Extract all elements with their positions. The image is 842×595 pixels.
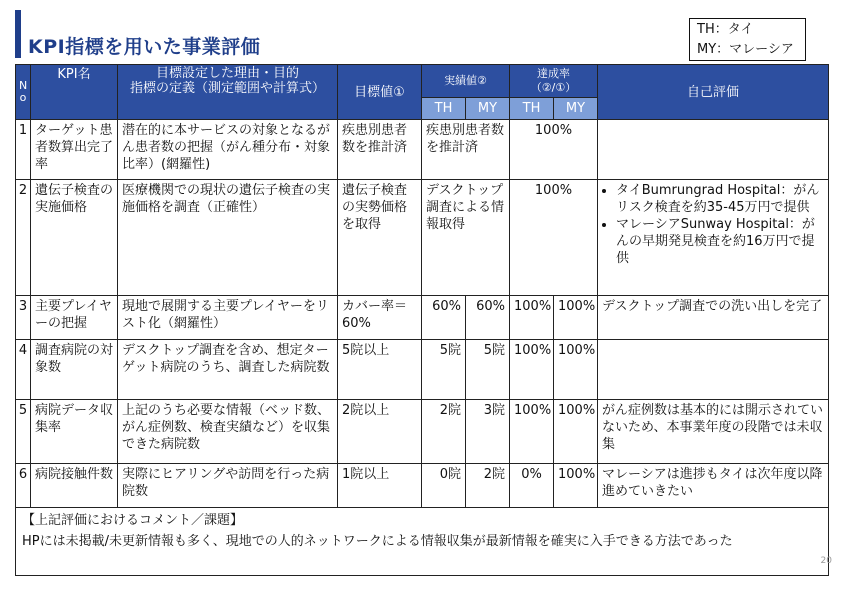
legend-my: MY：マレーシア	[697, 42, 794, 57]
row-no: 2	[16, 180, 31, 296]
row-kpi-name: ターゲット患者数算出完了率	[31, 120, 118, 180]
row-rate: 100%	[510, 120, 598, 180]
row-target: 遺伝子検査の実勢価格を取得	[338, 180, 422, 296]
row-target: カバー率＝60%	[338, 296, 422, 340]
header-rate-th: TH	[510, 98, 554, 120]
row-self-eval: デスクトップ調査での洗い出しを完了	[598, 296, 829, 340]
header-no: No	[16, 65, 31, 120]
row-reason: 潜在的に本サービスの対象となるがん患者数の把握（がん種分布・対象比率）(網羅性)	[118, 120, 338, 180]
row-actual: 疾患別患者数を推計済	[422, 120, 510, 180]
header-actual-th: TH	[422, 98, 466, 120]
row-actual-th: 5院	[422, 340, 466, 400]
row-target: 1院以上	[338, 464, 422, 508]
row-rate-my: 100%	[554, 340, 598, 400]
row-self-eval: マレーシアは進捗もタイは次年度以降進めていきたい	[598, 464, 829, 508]
header-actual: 実績値②	[422, 65, 510, 98]
row-actual-th: 0院	[422, 464, 466, 508]
row-target: 5院以上	[338, 340, 422, 400]
header-self-eval: 自己評価	[598, 65, 829, 120]
row-reason: 実際にヒアリングや訪問を行った病院数	[118, 464, 338, 508]
row-reason: デスクトップ調査を含め、想定ターゲット病院のうち、調査した病院数	[118, 340, 338, 400]
row-actual-my: 60%	[466, 296, 510, 340]
country-legend	[689, 18, 806, 61]
row-rate-my: 100%	[554, 296, 598, 340]
row-actual: デスクトップ調査による情報取得	[422, 180, 510, 296]
comment-row	[16, 508, 829, 576]
row-actual-my: 2院	[466, 464, 510, 508]
row-self-eval	[598, 120, 829, 180]
page-number: 20	[820, 556, 832, 566]
row-reason: 上記のうち必要な情報（ベッド数、がん症例数、検査実績など）を収集できた病院数	[118, 400, 338, 464]
row-no: 4	[16, 340, 31, 400]
row-actual-th: 2院	[422, 400, 466, 464]
table-row	[16, 464, 829, 508]
page-title: KPI指標を用いた事業評価	[28, 36, 261, 58]
eval-bullet: • マレーシアSunway Hospital：がんの早期発見検査を約16万円で提供	[616, 216, 824, 267]
row-no: 6	[16, 464, 31, 508]
row-target: 疾患別患者数を推計済	[338, 120, 422, 180]
header-rate-my: MY	[554, 98, 598, 120]
row-rate-th: 100%	[510, 340, 554, 400]
legend-th: TH：タイ	[697, 22, 754, 37]
row-reason: 現地で展開する主要プレイヤーをリスト化（網羅性）	[118, 296, 338, 340]
row-rate-my: 100%	[554, 464, 598, 508]
header-kpi-name: KPI名	[31, 65, 118, 120]
row-no: 5	[16, 400, 31, 464]
kpi-table	[15, 64, 829, 576]
row-kpi-name: 病院データ収集率	[31, 400, 118, 464]
row-self-eval	[598, 340, 829, 400]
header-reason: 目標設定した理由・目的 指標の定義（測定範囲や計算式）	[118, 65, 338, 120]
header-rate: 達成率 （②/①）	[510, 65, 598, 98]
row-kpi-name: 主要プレイヤーの把握	[31, 296, 118, 340]
header-target: 目標値①	[338, 65, 422, 120]
comment-heading: 【上記評価におけるコメント／課題】	[22, 513, 244, 528]
row-rate-th: 100%	[510, 400, 554, 464]
eval-bullet: • タイBumrungrad Hospital：がんリスク検査を約35-45万円で提供	[616, 182, 824, 216]
row-kpi-name: 病院接触件数	[31, 464, 118, 508]
row-kpi-name: 調査病院の対象数	[31, 340, 118, 400]
row-rate: 100%	[510, 180, 598, 296]
row-target: 2院以上	[338, 400, 422, 464]
row-self-eval	[598, 180, 829, 296]
comment-text: HPには未掲載/未更新情報も多く、現地での人的ネットワークによる情報収集が最新情報を確実に入手できる方法であった	[22, 534, 733, 549]
row-rate-th: 0%	[510, 464, 554, 508]
table-row	[16, 400, 829, 464]
table-row	[16, 180, 829, 296]
table-row	[16, 120, 829, 180]
row-reason: 医療機関での現状の遺伝子検査の実施価格を調査（正確性）	[118, 180, 338, 296]
row-actual-my: 5院	[466, 340, 510, 400]
row-rate-my: 100%	[554, 400, 598, 464]
title-accent-bar	[15, 10, 21, 58]
row-no: 3	[16, 296, 31, 340]
header-actual-my: MY	[466, 98, 510, 120]
comment-cell	[16, 508, 829, 576]
row-rate-th: 100%	[510, 296, 554, 340]
table-row	[16, 296, 829, 340]
row-kpi-name: 遺伝子検査の実施価格	[31, 180, 118, 296]
row-self-eval: がん症例数は基本的には開示されていないため、本事業年度の段階では未収集	[598, 400, 829, 464]
row-no: 1	[16, 120, 31, 180]
row-actual-my: 3院	[466, 400, 510, 464]
table-row	[16, 340, 829, 400]
row-actual-th: 60%	[422, 296, 466, 340]
